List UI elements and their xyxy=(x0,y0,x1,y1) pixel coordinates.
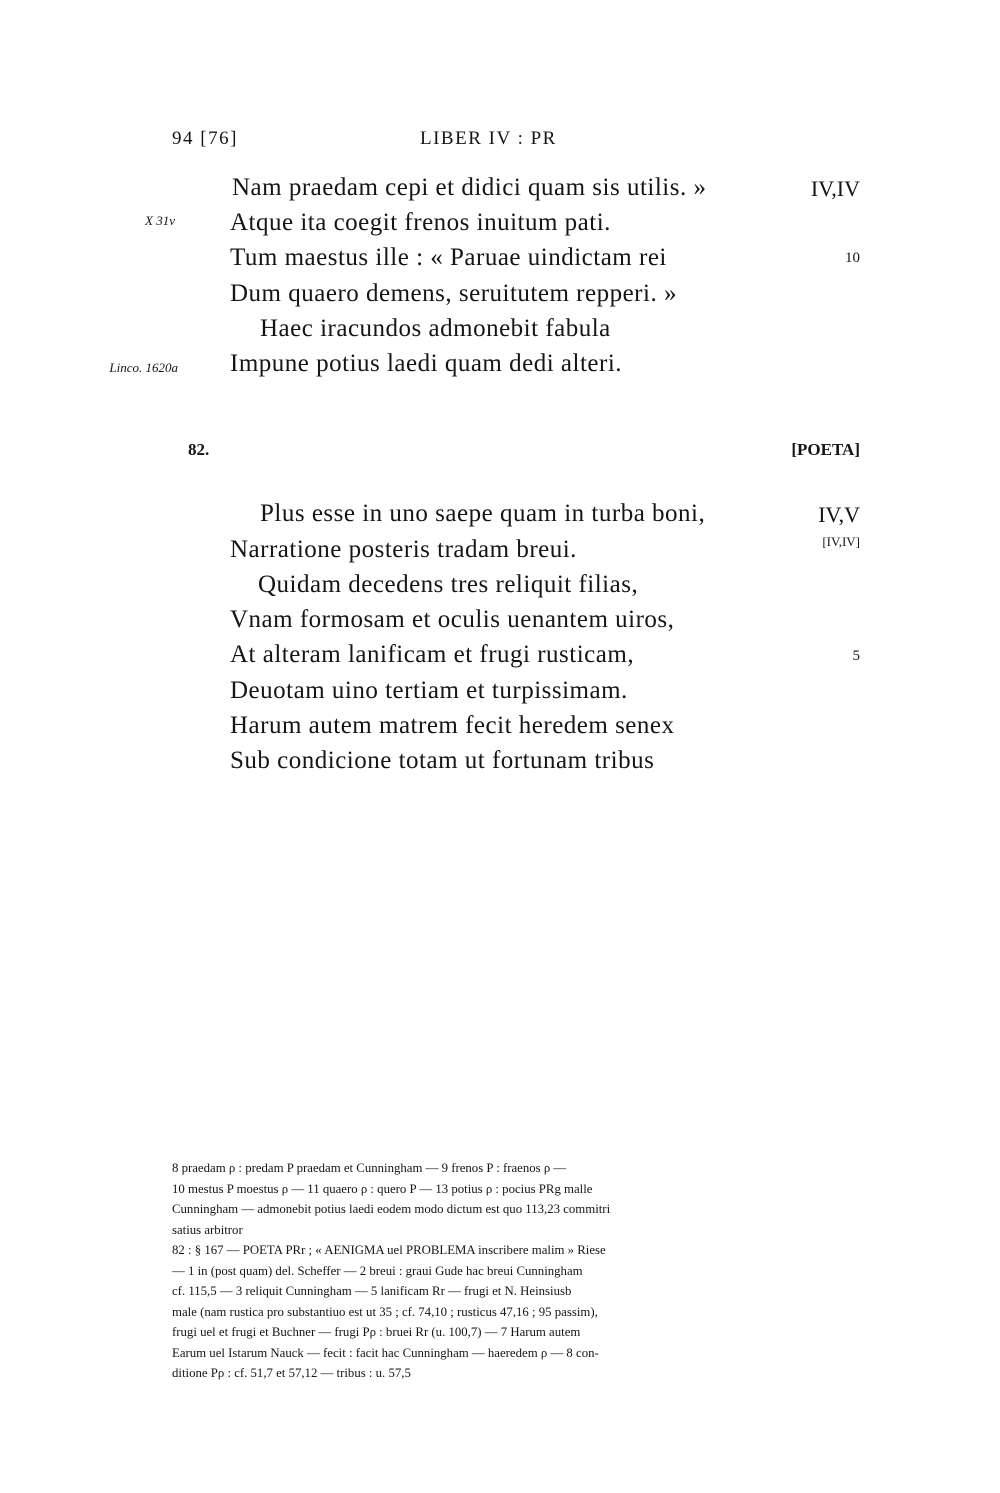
critical-apparatus xyxy=(172,1158,864,1384)
apparatus-line: Cunningham — admonebit potius laedi eodem modo dictum est quo 113,23 commitri xyxy=(172,1202,611,1216)
apparatus-line: satius arbitror xyxy=(172,1222,243,1237)
running-title: LIBER IV : PR xyxy=(420,128,557,149)
verse-line: Impune potius laedi quam dedi alteri. xyxy=(230,350,623,377)
section-label: [POETA] xyxy=(791,440,860,459)
fable-reference: IV,IV xyxy=(810,176,860,201)
verse-line: Deuotam uino tertiam et turpissimam. xyxy=(230,677,628,704)
margin-note: Linco. 1620a xyxy=(109,360,178,375)
apparatus-line: ditione Pρ : cf. 51,7 et 57,12 — tribus : u. 57,5 xyxy=(172,1366,411,1380)
verse-line: Vnam formosam et oculis uenantem uiros, xyxy=(230,606,675,633)
page-number: 94 [76] xyxy=(172,128,238,149)
verse-line: Narratione posteris tradam breui. xyxy=(230,536,577,563)
verse-line: Haec iracundos admonebit fabula xyxy=(260,315,611,342)
apparatus-line: 10 mestus P moestus ρ — 11 quaero ρ : quero P — 13 potius ρ : pocius PRg malle xyxy=(172,1181,593,1196)
section-number: 82. xyxy=(188,440,210,459)
line-number: 10 xyxy=(845,250,860,266)
apparatus-line: Earum uel Istarum Nauck — fecit : facit hac Cunningham — haeredem ρ — 8 con- xyxy=(172,1345,599,1360)
verse-line: At alteram lanificam et frugi rusticam, xyxy=(230,641,635,668)
verse-line: Tum maestus ille : « Paruae uindictam rei xyxy=(230,244,667,271)
fable-reference: IV,V xyxy=(818,502,860,527)
verse-line: Quidam decedens tres reliquit filias, xyxy=(258,571,639,598)
apparatus-line: — 1 in (post quam) del. Scheffer — 2 breui : graui Gude hac breui Cunningham xyxy=(172,1263,583,1278)
verse-line: Harum autem matrem fecit heredem senex xyxy=(230,712,675,739)
margin-note: X 31v xyxy=(145,213,175,228)
apparatus-line: frugi uel et frugi et Buchner — frugi Pρ : bruei Rr (u. 100,7) — 7 Harum autem xyxy=(172,1325,581,1339)
apparatus-line: 82 : § 167 — POETA PRr ; « AENIGMA uel PROBLEMA inscribere malim » Riese xyxy=(172,1243,606,1257)
line-number: 5 xyxy=(852,648,860,664)
apparatus-line: cf. 115,5 — 3 reliquit Cunningham — 5 lanificam Rr — frugi et N. Heinsiusb xyxy=(172,1284,572,1298)
fable-reference-secondary: [IV,IV] xyxy=(822,534,860,549)
verse-line: Plus esse in uno saepe quam in turba boni, xyxy=(260,500,706,527)
verse-line: Nam praedam cepi et didici quam sis utilis. » xyxy=(232,174,707,201)
verse-line: Atque ita coegit frenos inuitum pati. xyxy=(230,209,611,236)
verse-line: Dum quaero demens, seruitutem repperi. » xyxy=(230,280,677,307)
apparatus-line: 8 praedam ρ : predam P praedam et Cunningham — 9 frenos P : fraenos ρ — xyxy=(172,1161,567,1175)
apparatus-line: male (nam rustica pro substantiuo est ut 35 ; cf. 74,10 ; rusticus 47,16 ; 95 passim), xyxy=(172,1304,598,1319)
verse-line: Sub condicione totam ut fortunam tribus xyxy=(230,747,655,774)
